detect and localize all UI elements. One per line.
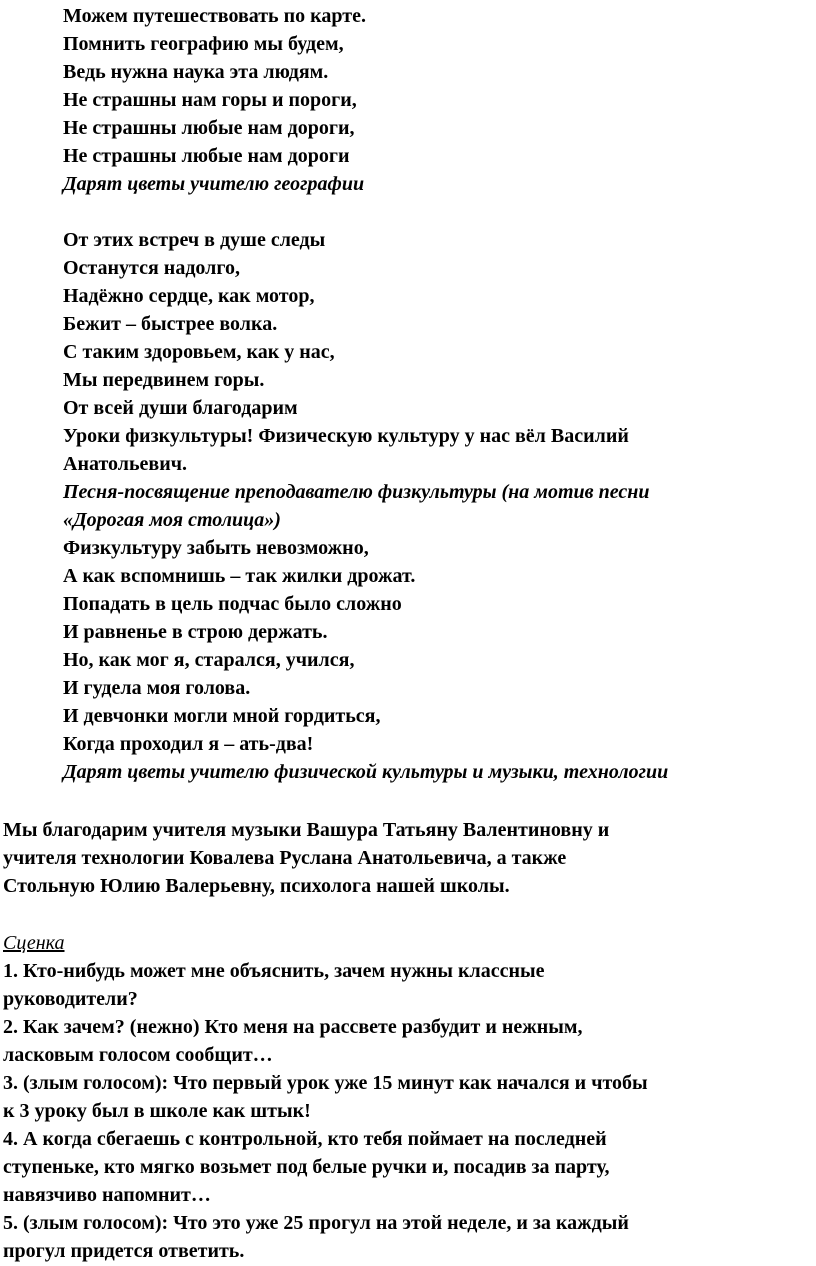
paragraph-line: учителя технологии Ковалева Руслана Анатольевича, а также (3, 847, 567, 869)
song-line: И гудела моя голова. (63, 677, 251, 699)
song-line: Физкультуру забыть невозможно, (63, 537, 369, 559)
stage-direction: Дарят цветы учителю географии (63, 173, 365, 195)
scene-title: Сценка (3, 932, 65, 954)
stage-direction: Песня-посвящение преподавателю физкультуры (на мотив песни (63, 481, 650, 503)
poem-line: От всей души благодарим (63, 397, 298, 419)
scene-line: 2. Как зачем? (нежно) Кто меня на рассвете разбудит и нежным, (3, 1016, 583, 1038)
scene-line: ступеньке, кто мягко возьмет под белые ручки и, посадив за парту, (3, 1156, 610, 1178)
poem-line: Надёжно сердце, как мотор, (63, 285, 315, 307)
scene-line: ласковым голосом сообщит… (3, 1044, 273, 1066)
poem-line: Не страшны любые нам дороги (63, 145, 350, 167)
poem-line: С таким здоровьем, как у нас, (63, 341, 335, 363)
poem-line: Уроки физкультуры! Физическую культуру у нас вёл Василий (63, 425, 629, 447)
song-line: А как вспомнишь – так жилки дрожат. (63, 565, 416, 587)
poem-line: Мы передвинем горы. (63, 369, 265, 391)
paragraph-line: Мы благодарим учителя музыки Вашура Татьяну Валентиновну и (3, 819, 610, 841)
song-line: И девчонки могли мной гордиться, (63, 705, 381, 727)
stage-direction: Дарят цветы учителю физической культуры и музыки, технологии (63, 761, 669, 783)
song-line: Когда проходил я – ать-два! (63, 733, 314, 755)
scene-line: руководители? (3, 988, 138, 1010)
poem-line: Можем путешествовать по карте. (63, 5, 366, 27)
poem-line: Останутся надолго, (63, 257, 240, 279)
scene-line: к 3 уроку был в школе как штык! (3, 1100, 311, 1122)
paragraph-line: Стольную Юлию Валерьевну, психолога нашей школы. (3, 875, 510, 897)
poem-line: От этих встреч в душе следы (63, 229, 326, 251)
poem-line: Помнить географию мы будем, (63, 33, 344, 55)
scene-line: 5. (злым голосом): Что это уже 25 прогул на этой неделе, и за каждый (3, 1212, 629, 1234)
poem-line: Не страшны нам горы и пороги, (63, 89, 357, 111)
poem-line: Анатольевич. (63, 453, 188, 475)
poem-line: Не страшны любые нам дороги, (63, 117, 355, 139)
scene-line: 4. А когда сбегаешь с контрольной, кто тебя поймает на последней (3, 1128, 607, 1150)
song-line: Попадать в цель подчас было сложно (63, 593, 402, 615)
song-line: Но, как мог я, старался, учился, (63, 649, 355, 671)
poem-line: Бежит – быстрее волка. (63, 313, 278, 335)
scene-line: 1. Кто-нибудь может мне объяснить, зачем нужны классные (3, 960, 545, 982)
stage-direction: «Дорогая моя столица») (63, 509, 281, 531)
scene-line: навязчиво напомнит… (3, 1184, 211, 1206)
scene-line: прогул придется ответить. (3, 1240, 245, 1262)
poem-line: Ведь нужна наука эта людям. (63, 61, 329, 83)
scene-line: 3. (злым голосом): Что первый урок уже 15 минут как начался и чтобы (3, 1072, 648, 1094)
song-line: И равненье в строю держать. (63, 621, 328, 643)
